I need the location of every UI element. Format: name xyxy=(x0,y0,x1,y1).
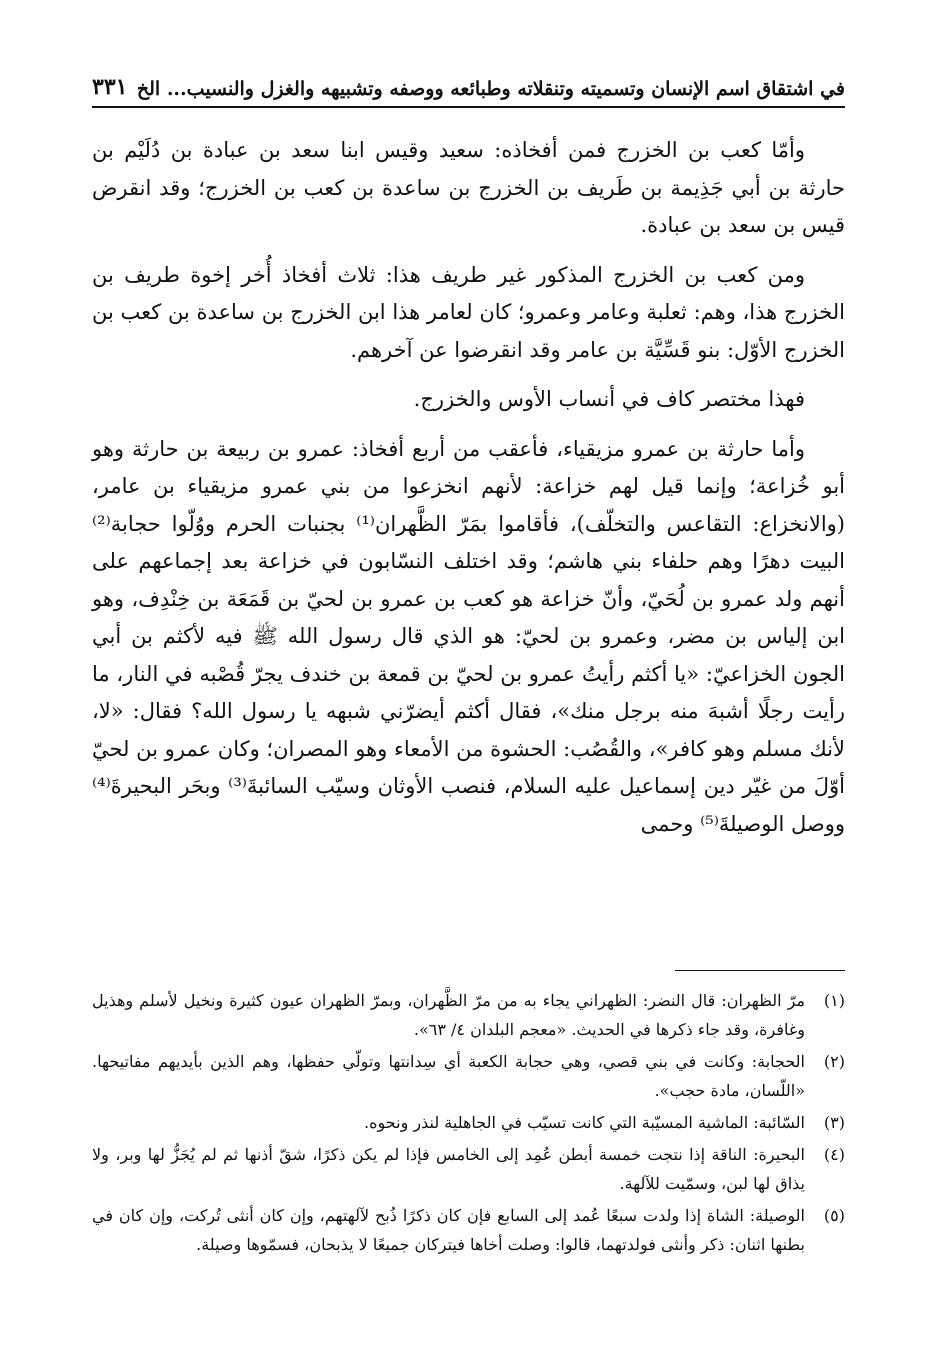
footnote-text: مرّ الظهران: قال النضر: الظهراني يجاء به من مرّ الظَّهران، وبمرّ الظهران عيون كثيرة ونخيل لأسلم وهذيل وغافرة، وقد جاء ذكرها في الحديث. «معجم البلدان ٤/ ٦٣». xyxy=(92,991,805,1039)
paragraph: فهذا مختصر كاف في أنساب الأوس والخزرج. xyxy=(413,387,805,411)
footnote-number: (٣) xyxy=(823,1113,845,1132)
header-title: في اشتقاق اسم الإنسان وتسميته وتنقلاته وطبائعه ووصفه وتشبيهه والغزل والنسيب... الخ xyxy=(136,78,845,100)
footnote xyxy=(92,1108,845,1137)
footnote-text: الوصيلة: الشاة إذا ولدت سبعًا عُمد إلى السابع فإن كان ذكرًا ذُبح لآلهتهم، وإن كان أنثى تُركت، وإن كان في بطنها اثنان: ذكر وأنثى فولدتهما، قالوا: وصلت أخاها فيتركان جميعًا لا يذبحان، فسمّوها وصيلة. xyxy=(92,1206,805,1254)
page-number: ٣٣١ xyxy=(92,74,128,100)
main-text xyxy=(92,132,845,855)
footnote xyxy=(92,1140,845,1198)
footnote-separator xyxy=(675,970,845,971)
footnote-number: (١) xyxy=(823,991,845,1010)
footnote-number: (٥) xyxy=(823,1206,845,1225)
footnote xyxy=(92,1201,845,1259)
footnotes xyxy=(92,986,845,1262)
running-header xyxy=(92,68,845,108)
paragraph: وأما حارثة بن عمرو مزيقياء، فأعقب من أربع أفخاذ: عمرو بن ربيعة بن حارثة وهو أبو خُزاعة؛ وإنما قيل لهم خزاعة: لأنهم انخزعوا من بني عمرو مزيقياء بن عامر، (والانخزاع: التقاعس والتخلّف)، فأقاموا بمَرّ الظَّهران⁽¹⁾ بجنبات الحرم ووُلّوا حجابة⁽²⁾ البيت دهرًا وهم حلفاء بني هاشم؛ وقد اختلف النسّابون في خزاعة بعد إجماعهم على أنهم ولد عمرو بن لُحَيّ، وأنّ خزاعة هو كعب بن عمرو بن لحيّ بن قَمَعَة بن خِنْدِف، وهو ابن إلياس بن مضر، وعمرو بن لحيّ: هو الذي قال رسول الله ﷺ فيه لأكثم بن أبي الجون الخزاعيّ: «يا أكثم رأيتُ عمرو بن لحيّ بن قمعة بن خندف يجرّ قُصْبه في النار، ما رأيت رجلًا أشبهَ منه برجل منك»، فقال أكثم أيضرّني شبهه يا رسول الله؟ فقال: «لا، لأنك مسلم وهو كافر»، والقُصُب: الحشوة من الأمعاء وهو المصران؛ وكان عمرو بن لحيّ أوّلَ من غيّر دين إسماعيل عليه السلام، فنصب الأوثان وسيّب السائبةَ⁽³⁾ وبحَر البحيرةَ⁽⁴⁾ ووصل الوصيلةَ⁽⁵⁾ وحمى xyxy=(92,436,845,836)
footnote-number: (٤) xyxy=(823,1145,845,1164)
paragraph: وأمّا كعب بن الخزرج فمن أفخاذه: سعيد وقيس ابنا سعد بن عبادة بن دُلَيْم بن حارثة بن أبي جَذِيمة بن طَريف بن الخزرج بن ساعدة بن كعب بن الخزرج؛ وقد انقرض قيس بن سعد بن عبادة. xyxy=(92,138,845,237)
footnote-text: السّائبة: الماشية المسيّبة التي كانت تسيّب في الجاهلية لنذر ونحوه. xyxy=(364,1113,805,1132)
footnote xyxy=(92,1047,845,1105)
footnote-text: الحجابة: وكانت في بني قصي، وهي حجابة الكعبة أي سِدانتها وتولّي حفظها، وهم الذين بأيديهم مفاتيحها. «اللّسان، مادة حجب». xyxy=(92,1052,805,1100)
footnote xyxy=(92,986,845,1044)
footnote-number: (٢) xyxy=(823,1052,845,1071)
paragraph: ومن كعب بن الخزرج المذكور غير طريف هذا: ثلاث أفخاذ أُخر إخوة طريف بن الخزرج هذا، وهم: ثعلبة وعامر وعمرو؛ كان لعامر هذا ابن الخزرج بن ساعدة بن كعب بن الخزرج الأوّل: بنو قَسِّيَّة بن عامر وقد انقرضوا عن آخرهم. xyxy=(92,262,845,362)
footnote-text: البحيرة: الناقة إذا نتجت خمسة أبطن عُمِد إلى الخامس فإذا لم يكن ذكرًا، شقّ أذنها ثم لم يُجَزُّ لها وبر، ولا يذاق لها لبن، وسمّيت للآلهة. xyxy=(92,1145,806,1193)
